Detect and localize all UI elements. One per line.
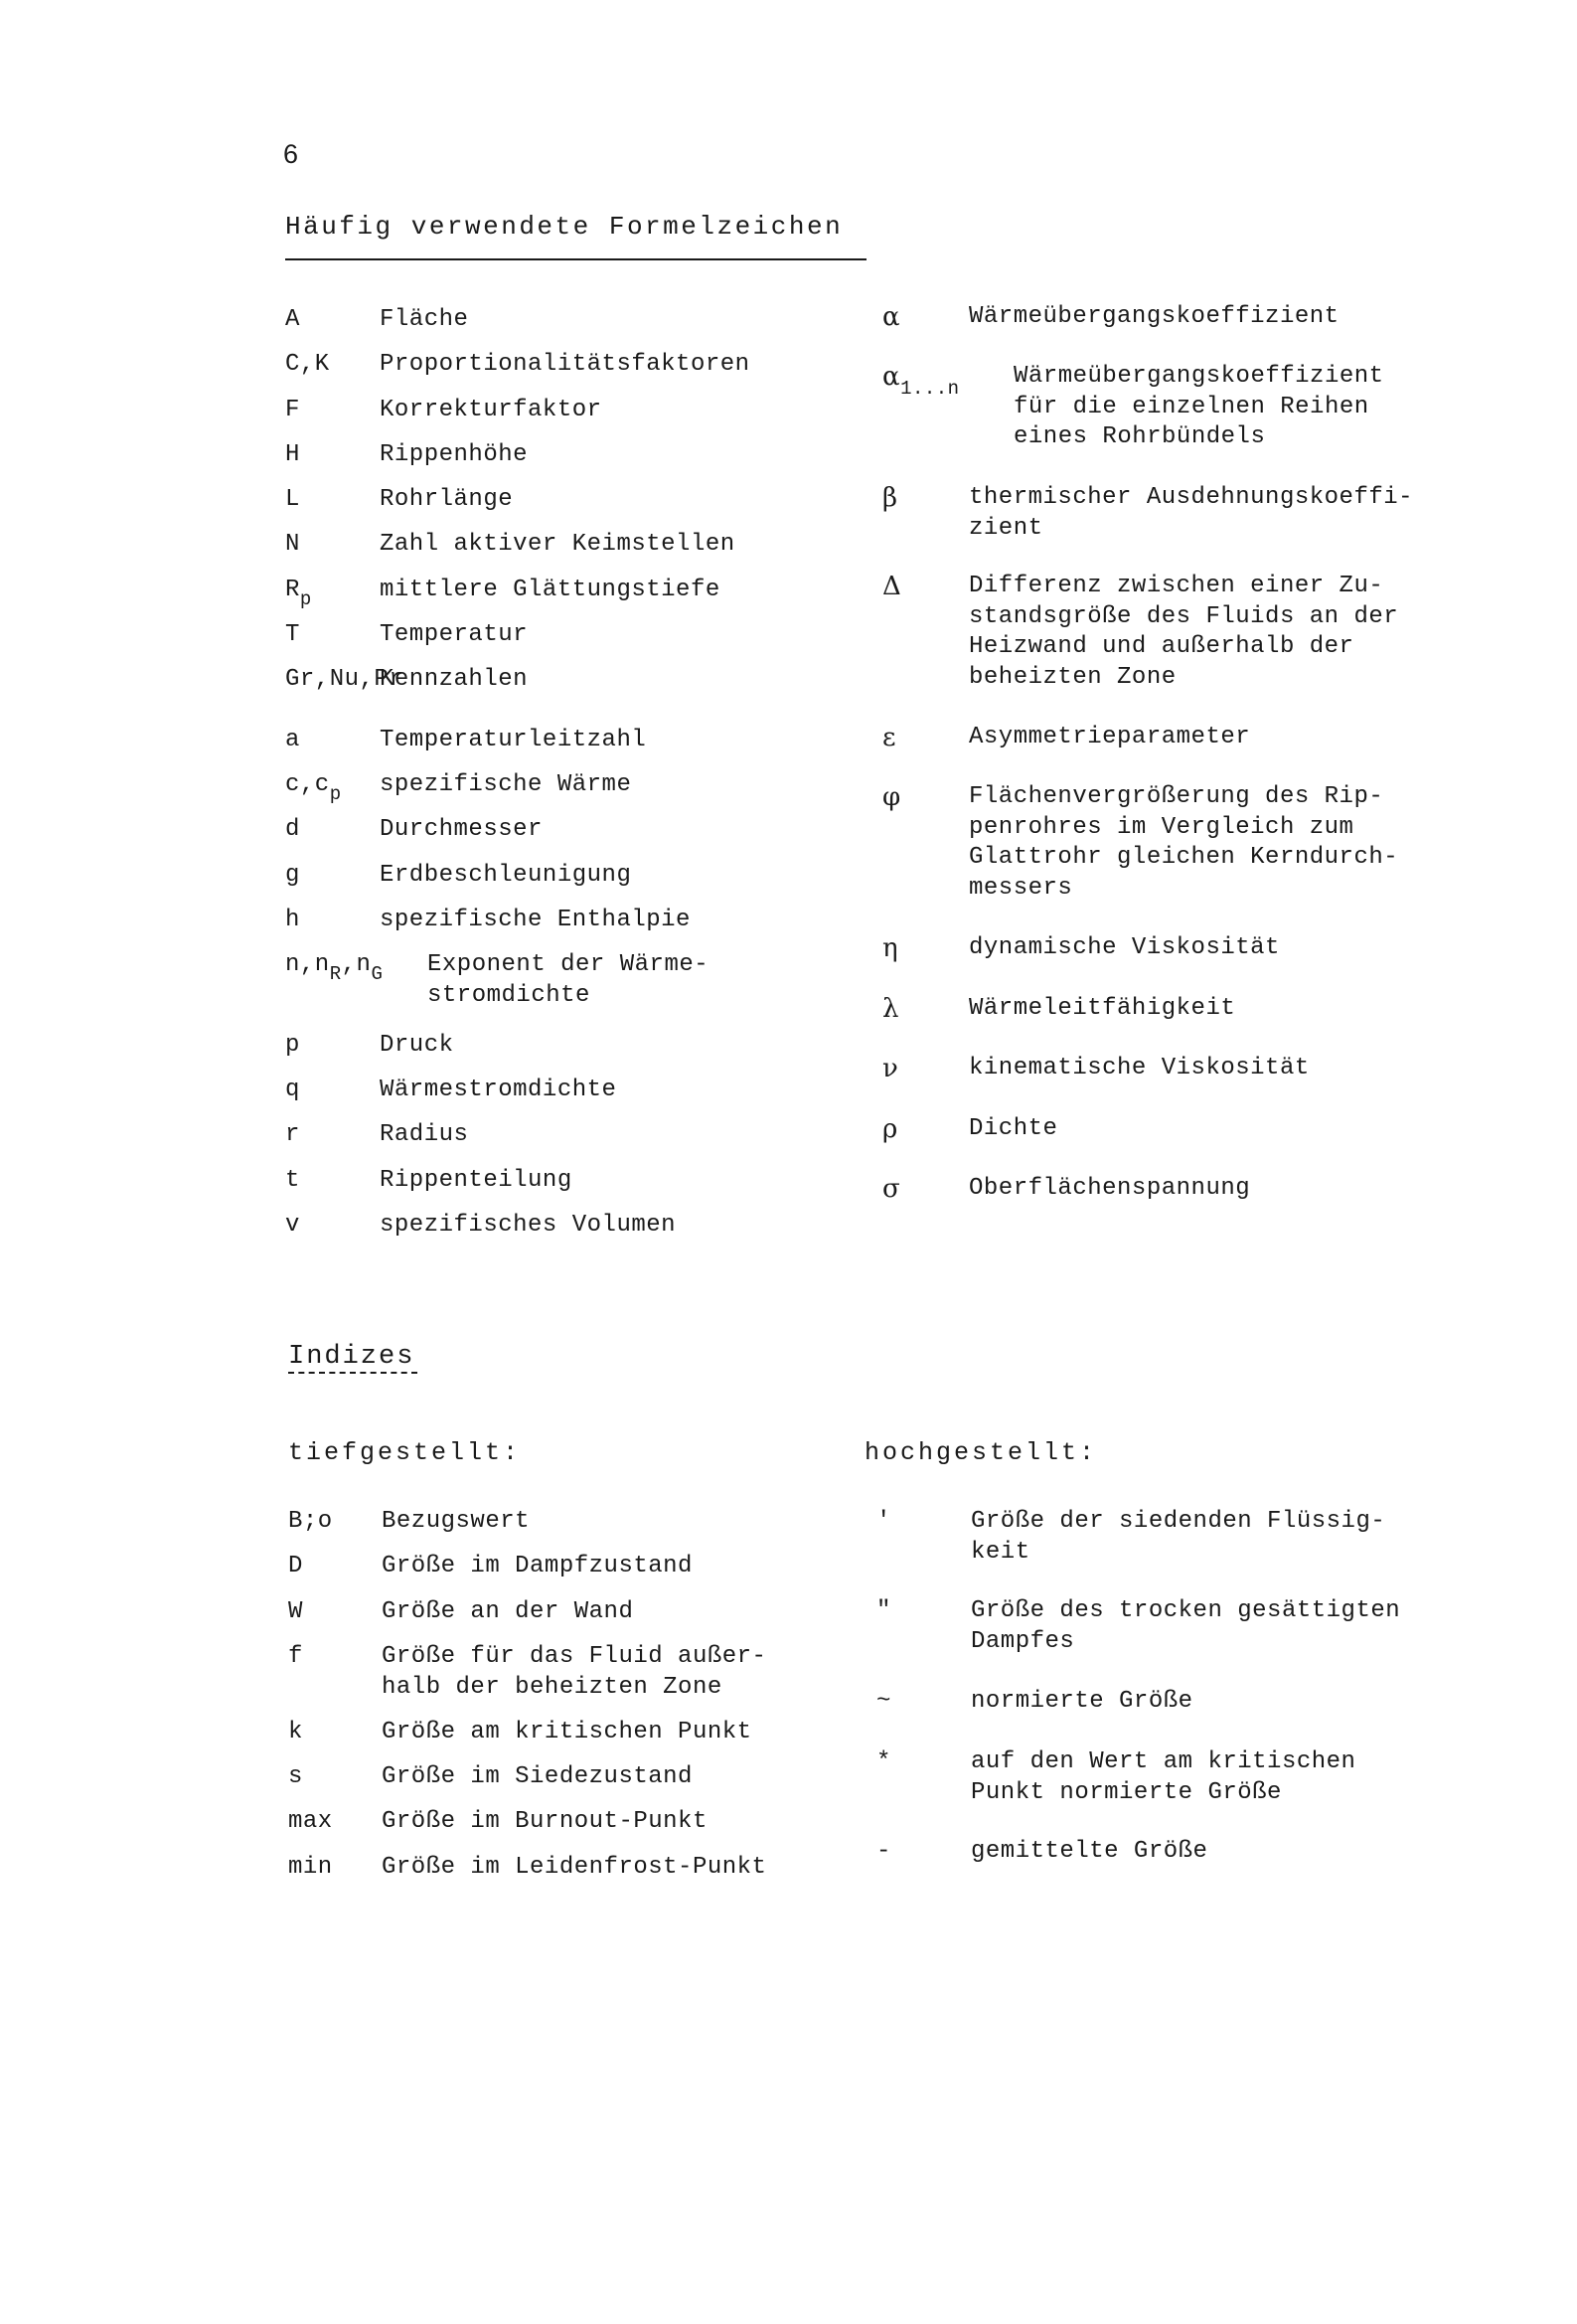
definition-rohrla-nge: Rohrlänge xyxy=(380,486,514,513)
definition-gro-e-im-burnout-punkt: Größe im Burnout-Punkt xyxy=(382,1808,708,1835)
definition-fla-che: Fläche xyxy=(380,306,469,333)
symbol-greek-6 xyxy=(882,933,898,963)
title-underline xyxy=(285,258,867,260)
symbol-latin-lower-1 xyxy=(285,770,342,805)
definition-gro-e-des-trocken-gesa-ttigten-line-2: Dampfes xyxy=(971,1627,1075,1655)
symbol-latin-lower-8 xyxy=(285,1120,300,1150)
symbol-tief-4 xyxy=(288,1718,303,1747)
definition-gro-e-der-siedenden-flu-ssig: Größe der siedenden Flüssig- xyxy=(971,1508,1386,1535)
symbol-main: max xyxy=(288,1808,333,1835)
symbol-latin-upper-0 xyxy=(285,305,300,335)
symbol-latin-lower-6 xyxy=(285,1031,300,1061)
symbol-main: C,K xyxy=(285,351,330,378)
symbol-latin-upper-6 xyxy=(285,576,312,610)
superscript-heading: hochgestellt: xyxy=(865,1438,1098,1467)
definition-spezifische-wa-rme: spezifische Wärme xyxy=(380,771,632,798)
definition-auf-den-wert-am-kritischen-line-2: Punkt normierte Größe xyxy=(971,1778,1282,1806)
symbol-latin-lower-9 xyxy=(285,1166,300,1196)
symbol-main: min xyxy=(288,1854,333,1881)
definition-gro-e-der-siedenden-flu-ssig-line-2: keit xyxy=(971,1538,1030,1566)
symbol-main: a xyxy=(285,727,300,753)
definition-rippenho-he: Rippenhöhe xyxy=(380,441,529,468)
symbol-tief-7 xyxy=(288,1853,333,1883)
definition-gro-e-im-leidenfrost-punkt: Größe im Leidenfrost-Punkt xyxy=(382,1854,767,1881)
symbol-greek-4 xyxy=(882,723,896,752)
definition-mittlere-gla-ttungstiefe: mittlere Glättungstiefe xyxy=(380,577,720,603)
symbol-subscript: R xyxy=(329,963,342,985)
symbol-latin-lower-10 xyxy=(285,1211,300,1241)
definition-differenz-zwischen-einer-zu: Differenz zwischen einer Zu- xyxy=(969,573,1384,599)
definition-gemittelte-gro-e: gemittelte Größe xyxy=(971,1838,1208,1865)
symbol-main: p xyxy=(285,1032,300,1059)
symbol-main: λ xyxy=(882,994,899,1024)
symbol-hoch-0 xyxy=(876,1507,891,1537)
definition-spezifische-enthalpie: spezifische Enthalpie xyxy=(380,907,691,933)
symbol-main: β xyxy=(882,483,898,513)
symbol-main: η xyxy=(882,933,899,963)
symbol-main: " xyxy=(876,1597,891,1624)
definition-asymmetrieparameter: Asymmetrieparameter xyxy=(969,724,1251,750)
definition-rippenteilung: Rippenteilung xyxy=(380,1167,572,1194)
symbol-subscript: 1...n xyxy=(900,378,960,400)
symbol-main-2: ,n xyxy=(341,951,372,978)
symbol-main: n,n xyxy=(285,951,330,978)
symbol-greek-7 xyxy=(882,994,899,1024)
symbol-greek-5 xyxy=(882,782,901,812)
definition-wa-rmeleitfa-higkeit: Wärmeleitfähigkeit xyxy=(969,995,1236,1022)
definition-gro-e-am-kritischen-punkt: Größe am kritischen Punkt xyxy=(382,1719,752,1745)
symbol-main: N xyxy=(285,531,300,558)
definition-gro-e-an-der-wand: Größe an der Wand xyxy=(382,1598,634,1625)
definition-normierte-gro-e: normierte Größe xyxy=(971,1688,1193,1715)
definition-wa-rmeu-bergangskoeffizient: Wärmeübergangskoeffizient xyxy=(969,303,1340,330)
definition-differenz-zwischen-einer-zu-line-2: standsgröße des Fluids an der xyxy=(969,602,1399,630)
symbol-main: α xyxy=(882,302,901,332)
symbol-subscript: p xyxy=(329,783,342,805)
symbol-tief-3 xyxy=(288,1642,303,1672)
definition-wa-rmestromdichte: Wärmestromdichte xyxy=(380,1077,617,1103)
page-title: Häufig verwendete Formelzeichen xyxy=(285,212,844,242)
definition-fla-chenvergro-erung-des-rip-line-3: Glattrohr gleichen Kerndurch- xyxy=(969,844,1399,871)
symbol-main: Gr,Nu,Pr xyxy=(285,666,404,693)
definition-oberfla-chenspannung: Oberflächenspannung xyxy=(969,1175,1251,1202)
definition-wa-rmeu-bergangskoeffizient: Wärmeübergangskoeffizient xyxy=(1014,363,1384,390)
symbol-main: ε xyxy=(882,723,896,752)
definition-temperaturleitzahl: Temperaturleitzahl xyxy=(380,727,647,753)
symbol-main: d xyxy=(285,816,300,843)
definition-erdbeschleunigung: Erdbeschleunigung xyxy=(380,862,632,889)
definition-temperatur: Temperatur xyxy=(380,621,529,648)
symbol-main: B;o xyxy=(288,1508,333,1535)
symbol-subscript: p xyxy=(299,588,312,610)
definition-gro-e-des-trocken-gesa-ttigten: Größe des trocken gesättigten xyxy=(971,1597,1401,1624)
symbol-greek-9 xyxy=(882,1114,898,1144)
symbol-hoch-1 xyxy=(876,1596,891,1626)
symbol-main: - xyxy=(876,1838,891,1865)
symbol-latin-lower-7 xyxy=(285,1076,300,1105)
symbol-tief-6 xyxy=(288,1807,333,1837)
symbol-main: c,c xyxy=(285,771,330,798)
symbol-main: ν xyxy=(882,1054,899,1083)
definition-differenz-zwischen-einer-zu-line-4: beheizten Zone xyxy=(969,663,1177,691)
symbol-greek-8 xyxy=(882,1054,898,1083)
symbol-main: v xyxy=(285,1212,300,1239)
indizes-heading: Indizes xyxy=(288,1342,415,1372)
symbol-latin-upper-2 xyxy=(285,396,300,425)
symbol-main: D xyxy=(288,1553,303,1579)
symbol-latin-upper-7 xyxy=(285,620,300,650)
definition-spezifisches-volumen: spezifisches Volumen xyxy=(380,1212,677,1239)
symbol-main: * xyxy=(876,1748,891,1775)
definition-gro-e-fu-r-das-fluid-au-er-line-2: halb der beheizten Zone xyxy=(382,1673,722,1701)
symbol-main: Δ xyxy=(882,572,902,601)
definition-kinematische-viskosita-t: kinematische Viskosität xyxy=(969,1055,1310,1081)
symbol-hoch-4 xyxy=(876,1837,891,1867)
symbol-main: W xyxy=(288,1598,303,1625)
symbol-hoch-2 xyxy=(876,1687,891,1717)
symbol-subscript-2: G xyxy=(371,963,384,985)
definition-wa-rmeu-bergangskoeffizient-line-2: für die einzelnen Reihen xyxy=(1014,393,1369,420)
symbol-latin-lower-0 xyxy=(285,726,300,755)
symbol-main: F xyxy=(285,397,300,423)
symbol-main: φ xyxy=(882,782,901,812)
definition-exponent-der-wa-rme-line-2: stromdichte xyxy=(427,981,590,1009)
symbol-main: k xyxy=(288,1719,303,1745)
symbol-greek-1 xyxy=(882,362,960,400)
page-number: 6 xyxy=(283,139,299,169)
definition-fla-chenvergro-erung-des-rip-line-4: messers xyxy=(969,874,1073,902)
symbol-main: R xyxy=(285,577,300,603)
symbol-main: h xyxy=(285,907,300,933)
symbol-main: r xyxy=(285,1121,300,1148)
symbol-latin-upper-4 xyxy=(285,485,300,515)
symbol-greek-3 xyxy=(882,572,901,601)
symbol-tief-2 xyxy=(288,1597,303,1627)
definition-radius: Radius xyxy=(380,1121,469,1148)
symbol-greek-0 xyxy=(882,302,900,332)
symbol-latin-upper-1 xyxy=(285,350,330,380)
symbol-latin-upper-5 xyxy=(285,530,300,560)
definition-gro-e-im-siedezustand: Größe im Siedezustand xyxy=(382,1763,693,1790)
definition-fla-chenvergro-erung-des-rip-line-2: penrohres im Vergleich zum xyxy=(969,813,1354,841)
symbol-tief-1 xyxy=(288,1552,303,1581)
symbol-main: T xyxy=(285,621,300,648)
symbol-hoch-3 xyxy=(876,1747,891,1777)
definition-proportionalita-tsfaktoren: Proportionalitätsfaktoren xyxy=(380,351,750,378)
symbol-main: ' xyxy=(876,1508,891,1535)
symbol-greek-2 xyxy=(882,483,898,513)
indizes-underline xyxy=(288,1372,417,1374)
symbol-main: H xyxy=(285,441,300,468)
symbol-latin-lower-5 xyxy=(285,950,384,985)
definition-auf-den-wert-am-kritischen: auf den Wert am kritischen xyxy=(971,1748,1356,1775)
definition-fla-chenvergro-erung-des-rip: Flächenvergrößerung des Rip- xyxy=(969,783,1384,810)
symbol-main: s xyxy=(288,1763,303,1790)
definition-bezugswert: Bezugswert xyxy=(382,1508,531,1535)
definition-exponent-der-wa-rme: Exponent der Wärme- xyxy=(427,951,710,978)
definition-gro-e-fu-r-das-fluid-au-er: Größe für das Fluid außer- xyxy=(382,1643,767,1670)
symbol-latin-upper-3 xyxy=(285,440,300,470)
definition-durchmesser: Durchmesser xyxy=(380,816,543,843)
symbol-latin-lower-4 xyxy=(285,906,300,935)
subscript-heading: tiefgestellt: xyxy=(288,1438,522,1467)
symbol-main: ~ xyxy=(876,1688,891,1715)
definition-zahl-aktiver-keimstellen: Zahl aktiver Keimstellen xyxy=(380,531,735,558)
definition-druck: Druck xyxy=(380,1032,454,1059)
symbol-main: A xyxy=(285,306,300,333)
definition-thermischer-ausdehnungskoeffi-line-2: zient xyxy=(969,514,1043,542)
definition-dichte: Dichte xyxy=(969,1115,1058,1142)
symbol-main: q xyxy=(285,1077,300,1103)
symbol-main: σ xyxy=(882,1174,901,1204)
definition-gro-e-im-dampfzustand: Größe im Dampfzustand xyxy=(382,1553,693,1579)
symbol-tief-5 xyxy=(288,1762,303,1792)
definition-korrekturfaktor: Korrekturfaktor xyxy=(380,397,602,423)
symbol-main: f xyxy=(288,1643,303,1670)
symbol-main: g xyxy=(285,862,300,889)
definition-wa-rmeu-bergangskoeffizient-line-3: eines Rohrbündels xyxy=(1014,423,1266,450)
symbol-greek-10 xyxy=(882,1174,900,1204)
symbol-latin-lower-2 xyxy=(285,815,300,845)
symbol-main: L xyxy=(285,486,300,513)
symbol-tief-0 xyxy=(288,1507,333,1537)
symbol-main: t xyxy=(285,1167,300,1194)
definition-differenz-zwischen-einer-zu-line-3: Heizwand und außerhalb der xyxy=(969,633,1354,660)
symbol-main: ρ xyxy=(882,1114,898,1144)
symbol-latin-lower-3 xyxy=(285,861,300,891)
definition-kennzahlen: Kennzahlen xyxy=(380,666,529,693)
definition-dynamische-viskosita-t: dynamische Viskosität xyxy=(969,934,1280,961)
definition-thermischer-ausdehnungskoeffi: thermischer Ausdehnungskoeffi- xyxy=(969,484,1414,511)
symbol-main: α xyxy=(882,362,901,392)
